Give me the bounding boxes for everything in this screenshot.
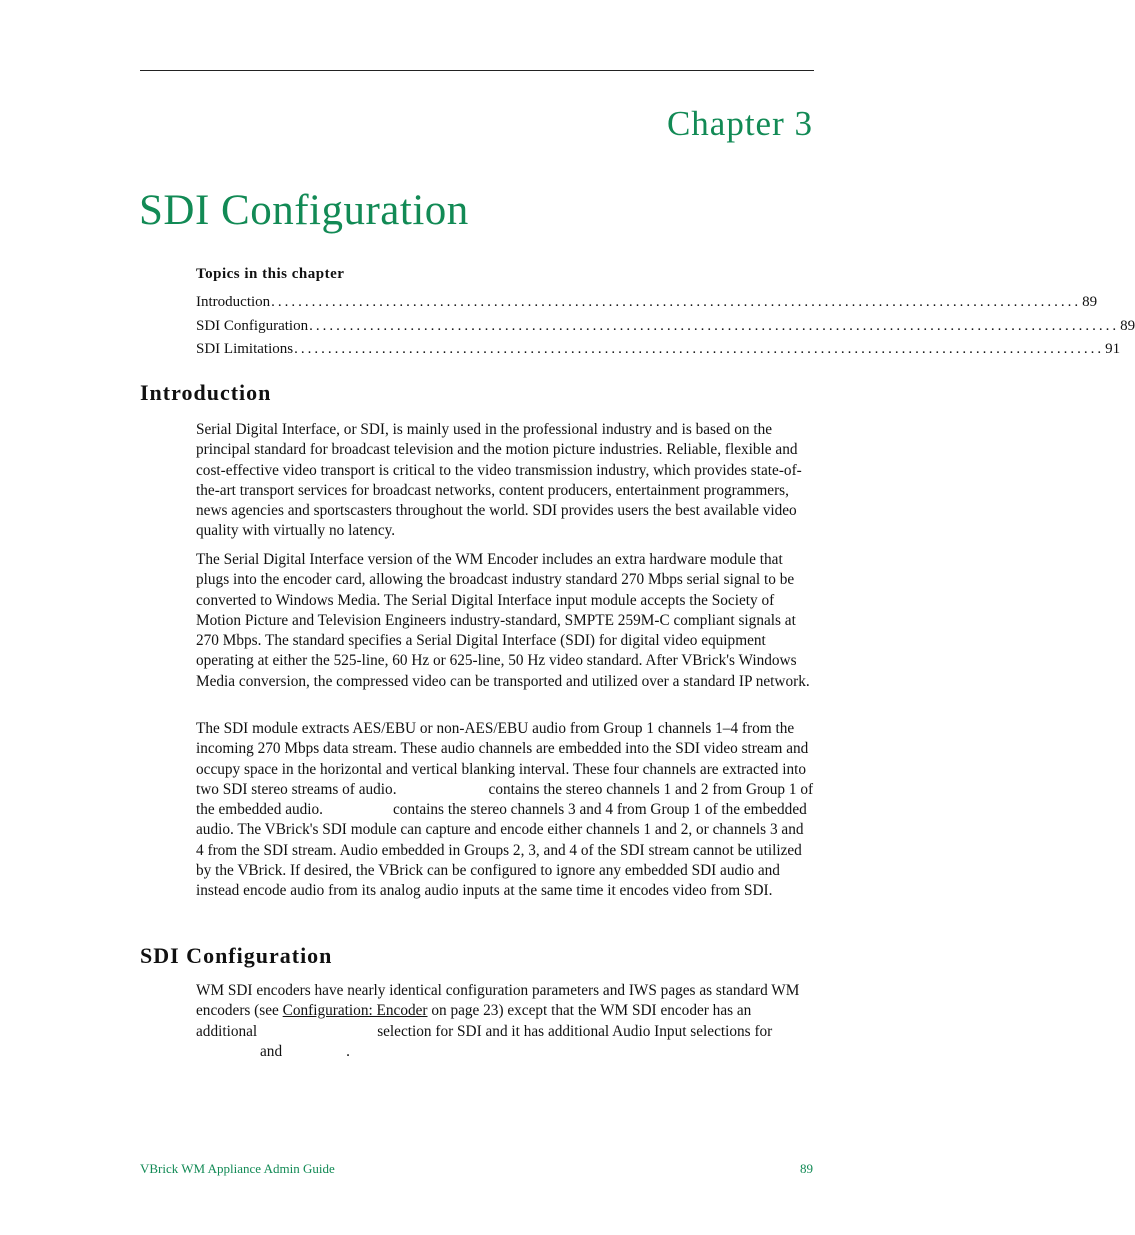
introduction-heading: Introduction [140, 380, 272, 405]
toc-leader-dots: ........................................................................................................................ [294, 341, 1105, 357]
toc-item-page: 91 [1105, 341, 1121, 357]
configuration-encoder-link[interactable]: Configuration: Encoder [282, 1002, 428, 1020]
sdi-configuration-heading: SDI Configuration [140, 943, 333, 968]
footer-page-number: 89 [800, 1161, 813, 1176]
sdi-configuration-paragraph-part-e: . [346, 1042, 350, 1060]
toc-item-label: Introduction [196, 294, 271, 310]
header-rule [140, 70, 814, 71]
sdi-configuration-paragraph-part-d: and [260, 1042, 283, 1060]
sdi-configuration-paragraph-part-a: WM SDI encoders have nearly identical configuration parameters and IWS pages as standard WM encoders (see [196, 982, 800, 1020]
chapter-label: Chapter 3 [666, 104, 813, 143]
toc-item-page: 89 [1082, 294, 1098, 310]
chapter-title: SDI Configuration [139, 187, 469, 234]
introduction-paragraph-1: Serial Digital Interface, or SDI, is mainly used in the professional industry and is based on the principal standard for broadcast television and the motion picture industries. Reliable, flexible and cost-effective video transport is critical to the video transmission industry, which provides state-of-the-art transport services for broadcast networks, content producers, entertainment programmers, news agencies and sportscasters throughout the world. SDI provides users the best available video quality with virtually no latency. [196, 421, 802, 540]
topics-heading: Topics in this chapter [196, 266, 345, 282]
table-of-contents [196, 294, 1135, 365]
introduction-paragraph-3 [196, 719, 814, 902]
toc-item-sdi-limitations[interactable] [196, 341, 1121, 365]
toc-item-introduction[interactable] [196, 294, 1098, 318]
toc-item-label: SDI Limitations [196, 341, 294, 357]
toc-item-sdi-configuration[interactable] [196, 317, 1135, 342]
toc-item-label: SDI Configuration [196, 317, 309, 334]
introduction-paragraph-2: The Serial Digital Interface version of the WM Encoder includes an extra hardware module that plugs into the encoder card, allowing the broadcast industry standard 270 Mbps serial signal to be converted to Windows Media. The Serial Digital Interface input module accepts the Society of Motion Picture and Television Engineers industry-standard, SMPTE 259M-C compliant signals at 270 Mbps. The standard specifies a Serial Digital Interface (SDI) for digital video equipment operating at either the 525-line, 60 Hz or 625-line, 50 Hz video standard. After VBrick's Windows Media conversion, the compressed video can be transported and utilized over a standard IP network. [196, 551, 810, 690]
toc-item-page: 89 [1120, 317, 1135, 334]
introduction-paragraph-3-part-c: contains the stereo channels 3 and 4 from Group 1 of the embedded audio. The VBrick's SDI module can capture and encode either channels 1 and 2, or channels 3 and 4 from the SDI stream. Audio embedded in Groups 2, 3, and 4 of the SDI stream cannot be utilized by the VBrick. If desired, the VBrick can be configured to ignore any embedded SDI audio and instead encode audio from its analog audio inputs at the same time it encodes video from SDI. [196, 801, 807, 900]
sdi-configuration-paragraph-part-c: selection for SDI and it has additional Audio Input selections for [377, 1022, 773, 1040]
sdi-configuration-paragraph [196, 981, 814, 1062]
sdi-configuration-paragraph-part-b: on page 23) except that the WM SDI encoder has an additional [196, 1002, 752, 1040]
introduction-paragraph-3-part-a: The SDI module extracts AES/EBU or non-AES/EBU audio from Group 1 channels 1–4 from the incoming 270 Mbps data stream. These audio channels are embedded into the SDI video stream and occupy space in the horizontal and vertical blanking interval. These four channels are extracted into two SDI stereo streams of audio. [196, 720, 809, 798]
toc-leader-dots: ........................................................................................................................ [309, 317, 1120, 334]
footer-title: VBrick WM Appliance Admin Guide [140, 1161, 335, 1176]
introduction-paragraph-3-part-b: contains the stereo channels 1 and 2 from Group 1 of the embedded audio. [196, 780, 814, 819]
toc-leader-dots: ........................................................................................................................ [271, 294, 1082, 310]
